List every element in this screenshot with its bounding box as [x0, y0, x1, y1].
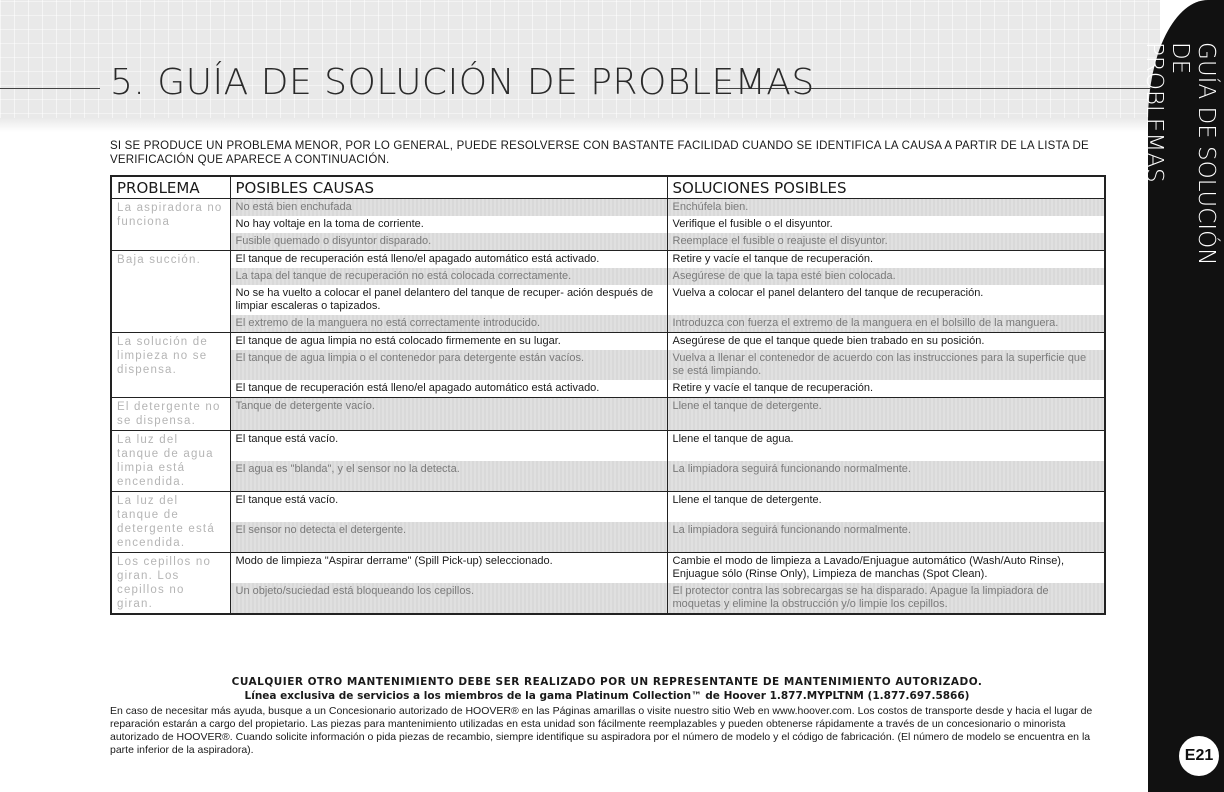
table-row — [111, 583, 1105, 614]
table-row — [111, 216, 1105, 233]
cause-cell: El tanque está vacío. — [230, 431, 667, 462]
solution-cell: Introduzca con fuerza el extremo de la manguera en el bolsillo de la manguera. — [667, 315, 1105, 333]
cause-cell: Tanque de detergente vacío. — [230, 398, 667, 431]
solution-cell: Retire y vacíe el tanque de recuperación. — [672, 253, 874, 265]
table-row — [111, 431, 1105, 462]
solution-cell: Asegúrese de que la tapa esté bien colocada. — [667, 268, 1105, 285]
solution-cell: Llene el tanque de detergente. — [672, 494, 822, 506]
cause-cell: La tapa del tanque de recuperación no está colocada correctamente. — [230, 268, 667, 285]
cause-cell: El sensor no detecta el detergente. — [230, 522, 667, 553]
solution-cell: Reemplace el fusible o reajuste el disyuntor. — [667, 233, 1105, 251]
table-row — [111, 553, 1105, 584]
problem-cell: La solución de limpieza no se dispensa. — [111, 333, 230, 398]
page-number-badge: E21 — [1177, 734, 1221, 778]
side-tab-label: GUÍA DE SOLUCIÓN DE PROBLEMAS — [1141, 42, 1219, 266]
page-title: 5. GUÍA DE SOLUCIÓN DE PROBLEMAS — [110, 62, 815, 103]
cause-cell: El agua es "blanda", y el sensor no la detecta. — [230, 461, 667, 492]
table-row — [111, 333, 1105, 351]
title-rule-left — [0, 88, 100, 89]
cause-cell: El tanque de agua limpia no está colocado firmemente en su lugar. — [230, 333, 667, 351]
solution-cell: Retire y vacíe el tanque de recuperación. — [667, 380, 1105, 398]
table-body — [111, 199, 1105, 615]
solution-cell: Asegúrese de que el tanque quede bien trabado en su posición. — [672, 335, 985, 347]
footer-heading: CUALQUIER OTRO MANTENIMIENTO DEBE SER REALIZADO POR UN REPRESENTANTE DE MANTENIMIENTO AUTORIZADO. — [231, 676, 983, 688]
cause-cell: El tanque de agua limpia o el contenedor para detergente están vacíos. — [230, 350, 667, 380]
table-row — [111, 380, 1105, 398]
solution-cell: Cambie el modo de limpieza a Lavado/Enjuague automático (Wash/Auto Rinse), Enjuague sólo (Rinse Only), Limpieza de manchas (Spot Clean). — [672, 555, 1065, 580]
solution-cell: La limpiadora seguirá funcionando normalmente. — [667, 522, 1105, 553]
cause-cell: Modo de limpieza "Aspirar derrame" (Spill Pick-up) seleccionado. — [230, 553, 667, 584]
table-row — [111, 315, 1105, 333]
header-causes: POSIBLES CAUSAS — [230, 176, 667, 199]
cause-cell: No hay voltaje en la toma de corriente. — [230, 216, 667, 233]
solution-cell: El protector contra las sobrecargas se ha disparado. Apague la limpiadora de moquetas y elimine la obstrucción y/o limpie los cepillos. — [667, 583, 1105, 614]
problem-cell: Los cepillos no giran. Los cepillos no giran. — [111, 553, 230, 615]
problem-cell: Baja succión. — [111, 251, 230, 333]
cause-cell: No está bien enchufada — [230, 199, 667, 217]
table-row — [111, 199, 1105, 217]
problem-cell: La luz del tanque de agua limpia está encendida. — [111, 431, 230, 492]
solution-cell: Vuelva a colocar el panel delantero del tanque de recuperación. — [672, 287, 984, 299]
table-row — [111, 461, 1105, 492]
cause-cell: No se ha vuelto a colocar el panel delantero del tanque de recuper- ación después de limpiar escaleras o tapizados. — [230, 285, 667, 315]
table-row — [111, 285, 1105, 315]
solution-cell: Verifique el fusible o el disyuntor. — [672, 218, 833, 230]
table-row — [111, 522, 1105, 553]
problem-cell: La luz del tanque de detergente está encendida. — [111, 492, 230, 553]
solution-cell: Llene el tanque de detergente. — [667, 398, 1105, 431]
table-row — [111, 251, 1105, 269]
solution-cell: La limpiadora seguirá funcionando normalmente. — [667, 461, 1105, 492]
intro-text: SI SE PRODUCE UN PROBLEMA MENOR, POR LO GENERAL, PUEDE RESOLVERSE CON BASTANTE FACILIDAD CUANDO SE IDENTIFICA LA CAUSA A PARTIR DE LA LISTA DE VERIFICACIÓN QUE APARECE A CONTINUACIÓN. — [110, 140, 1089, 166]
cause-cell: El extremo de la manguera no está correctamente introducido. — [230, 315, 667, 333]
table-row — [111, 492, 1105, 523]
header-solutions: SOLUCIONES POSIBLES — [667, 176, 1105, 199]
problem-cell: La aspiradora no funciona — [111, 199, 230, 251]
solution-cell: Enchúfela bien. — [667, 199, 1105, 217]
cause-cell: Un objeto/suciedad está bloqueando los cepillos. — [230, 583, 667, 614]
cause-cell: El tanque de recuperación está lleno/el apagado automático está activado. — [230, 251, 667, 269]
cause-cell: El tanque está vacío. — [230, 492, 667, 523]
table-row — [111, 398, 1105, 431]
header-problem: PROBLEMA — [111, 176, 230, 199]
solution-cell: Vuelva a llenar el contenedor de acuerdo con las instrucciones para la superficie que se está limpiando. — [667, 350, 1105, 380]
table-row — [111, 268, 1105, 285]
footer-hotline: Línea exclusiva de servicios a los miembros de la gama Platinum Collection™ de Hoover 1.877.MYPLTNM (1.877.697.5866) — [244, 690, 970, 702]
troubleshooting-table — [110, 175, 1106, 615]
problem-cell: El detergente no se dispensa. — [111, 398, 230, 431]
cause-cell: Fusible quemado o disyuntor disparado. — [230, 233, 667, 251]
table-row — [111, 350, 1105, 380]
solution-cell: Llene el tanque de agua. — [672, 433, 794, 445]
cause-cell: El tanque de recuperación está lleno/el apagado automático está activado. — [230, 380, 667, 398]
table-header-row — [111, 176, 1105, 199]
table-row — [111, 233, 1105, 251]
header-fade — [0, 118, 1160, 132]
footer-body: En caso de necesitar más ayuda, busque a un Concesionario autorizado de HOOVER® en las Páginas amarillas o visite nuestro sitio Web en www.hoover.com. Los costos de transporte desde y hacia el lugar de reparación estarán a cargo del propietario. Las piezas para mantenimiento utilizadas en esta unidad son fácilmente reemplazables y pueden obtenerse rápidamente a través de un concesionario o minorista autorizado de HOOVER®. Cuando solicite información o pida piezas de recambio, siempre identifique su aspiradora por el número de modelo y el código de fabricación. (El número de modelo se encuentra en la parte inferior de la aspiradora). — [110, 705, 1093, 756]
